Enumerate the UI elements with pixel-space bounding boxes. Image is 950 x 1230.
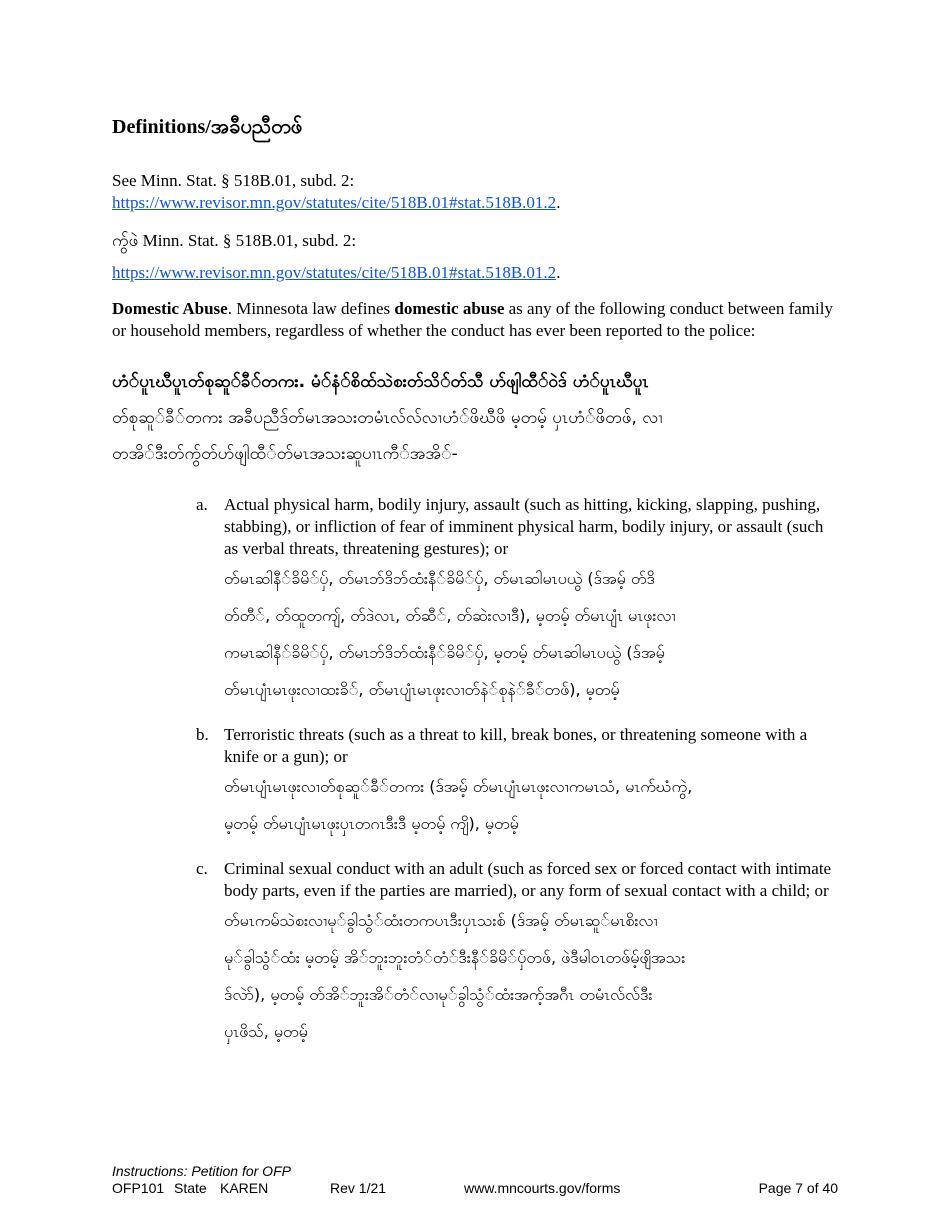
item-karen (224, 560, 838, 708)
karen-line: ဒ်လဲာ်), မ့တမ့် တ်အိ်ဘူးအိ်တံ်လၢမု်ခွါသွံ်ထံးအက့်အဂီၤ တမံၤလ်လ်ဒီး (224, 985, 653, 1004)
karen-line: တအိ်ဒီးတ်ကွ်တ်ဟ်ဖျါထီ်တ်မၤအသးဆူပၢၤကီ်အအိ်- (112, 444, 458, 464)
domestic-abuse-term: Domestic Abuse (112, 299, 228, 318)
item-english: Terroristic threats (such as a threat to kill, break bones, or threatening someone with a knife or a gun); or (224, 725, 808, 766)
karen-line: မ့တမ့် တ်မၤပျံၤမၤဖုးပှၤတဂၤဒီးဒီ မ့တမ့် ကျိ), မ့တမ့် (224, 814, 519, 833)
karen-line: တ်မၤပျံၤမၤဖုးလၢတ်စုဆူ်ခီ်တကး (ဒ်အမ့် တ်မၤပျံၤမၤဖုးလၢကမၤသံ, မၤက်ဃံကွဲ, (224, 777, 693, 796)
footer-row (112, 1180, 838, 1198)
domestic-abuse-term-inline: domestic abuse (394, 299, 505, 318)
see-statute-paragraph: See Minn. Stat. § 518B.01, subd. 2: https://www.revisor.mn.gov/statutes/cite/518B.01#stat.518B.01.2. (112, 171, 561, 212)
karen-line: တ်မၤပျံၤမၤဖုးလၢထးခိ်, တ်မၤပျံၤမၤဖုးလၢတ်နဲ်စုနဲ်ခီ်တဖ်), မ့တမ့် (224, 680, 620, 699)
footer-website: www.mncourts.gov/forms (464, 1180, 621, 1196)
see-statute-text: See Minn. Stat. § 518B.01, subd. 2: (112, 171, 355, 190)
page-footer (112, 1163, 838, 1198)
item-english: Actual physical harm, bodily injury, assault (such as hitting, kicking, slapping, pushing, stabbing), or infliction of fear of imminent physical harm, bodily injury, or assault (such as verbal threats, threatening gestures); or (224, 495, 824, 558)
footer-form-id: OFP101 (112, 1180, 165, 1196)
statute-link-karen-paragraph: https://www.revisor.mn.gov/statutes/cite/518B.01#stat.518B.01.2. (112, 263, 561, 282)
karen-line: ပှၤဖိသ်, မ့တမ့် (224, 1022, 308, 1041)
karen-line: မု်ခွါသွံ်ထံး မ့တမ့် အိ်ဘူးဘူးတံ်တံ်ဒီးနီ်ခိမိ်ပှ်တဖ်, ဖဲဒီမါဝၤတဖ်မ့်ဖျိအသး (224, 948, 686, 967)
footer-language: KAREN (220, 1180, 269, 1196)
list-item-c (196, 858, 838, 1050)
footer-jurisdiction: State (174, 1180, 207, 1196)
footer-page-number: Page 7 of 40 (758, 1180, 838, 1196)
statute-link-karen[interactable]: https://www.revisor.mn.gov/statutes/cite/518B.01#stat.518B.01.2 (112, 263, 557, 282)
karen-line: တ်တီ်, တ်ထူတကျ်, တ်ဒဲလၤ, တ်ဆီ်, တ်ဆဲးလၢဒီ), မ့တမ့် တ်မၤပျံၤ မၤဖုးလၢ (224, 606, 676, 625)
list-item-a (196, 494, 838, 708)
karen-line: ကမၤဆါနီ်ခိမိ်ပှ်, တ်မၤဘ်ဒိဘ်ထံးနီ်ခိမိ်ပှ်, မ့တမ့် တ်မၤဆါမၤပယွဲ (ဒ်အမ့် (224, 643, 665, 662)
page-title: Definitions/အခီပညီတဖ် (112, 116, 303, 138)
item-english: Criminal sexual conduct with an adult (such as forced sex or forced contact with intimate body parts, even if the parties are married), or any form of sexual contact with a child; or (224, 859, 832, 900)
domestic-abuse-definition: Domestic Abuse. Minnesota law defines domestic abuse as any of the following conduct between family or household members, regardless of whether the conduct has ever been reported to the police: (112, 299, 833, 340)
domestic-abuse-karen (112, 364, 663, 472)
karen-line: တ်မၤကမ်သဲစးလၢမု်ခွါသွံ်ထံးတကပၤဒီးပှၤသးစ် (ဒ်အမ့် တ်မၤဆူ်မၤစိးလၢ (224, 911, 658, 930)
footer-doc-title: Instructions: Petition for OFP (112, 1163, 291, 1179)
statute-link[interactable]: https://www.revisor.mn.gov/statutes/cite/518B.01#stat.518B.01.2 (112, 193, 557, 212)
list-marker: b. (196, 725, 209, 744)
item-karen (224, 768, 838, 842)
footer-revision: Rev 1/21 (330, 1180, 387, 1196)
karen-line: တ်မၤဆါနီ်ခိမိ်ပှ်, တ်မၤဘ်ဒိဘ်ထံးနီ်ခိမိ်ပှ်, တ်မၤဆါမၤပယွဲ (ဒ်အမ့် တ်ဒိ (224, 569, 655, 588)
list-item-b (196, 724, 838, 842)
item-karen (224, 902, 838, 1050)
list-marker: c. (196, 859, 208, 878)
karen-line: တ်စုဆူ်ခီ်တကး အခီပညီဒ်တ်မၤအသးတမံၤလ်လ်လၢဟံ်ဖိဃီဖိ မ့တမ့် ပှၤဟံ်ဖိတဖ်, လၢ (112, 408, 663, 428)
list-marker: a. (196, 495, 208, 514)
see-statute-karen: ကွ်ဖဲ Minn. Stat. § 518B.01, subd. 2: (112, 231, 357, 250)
karen-line: ဟံ်ပူၤဃီပူၤတ်စုဆူ်ခီ်တကး. မံ်နံ်စိထ်သဲစးတ်သိ်တ်သီ ဟ်ဖျါထီ်ဝဲဒ် ဟံ်ပူၤဃီပူၤ (112, 372, 649, 392)
